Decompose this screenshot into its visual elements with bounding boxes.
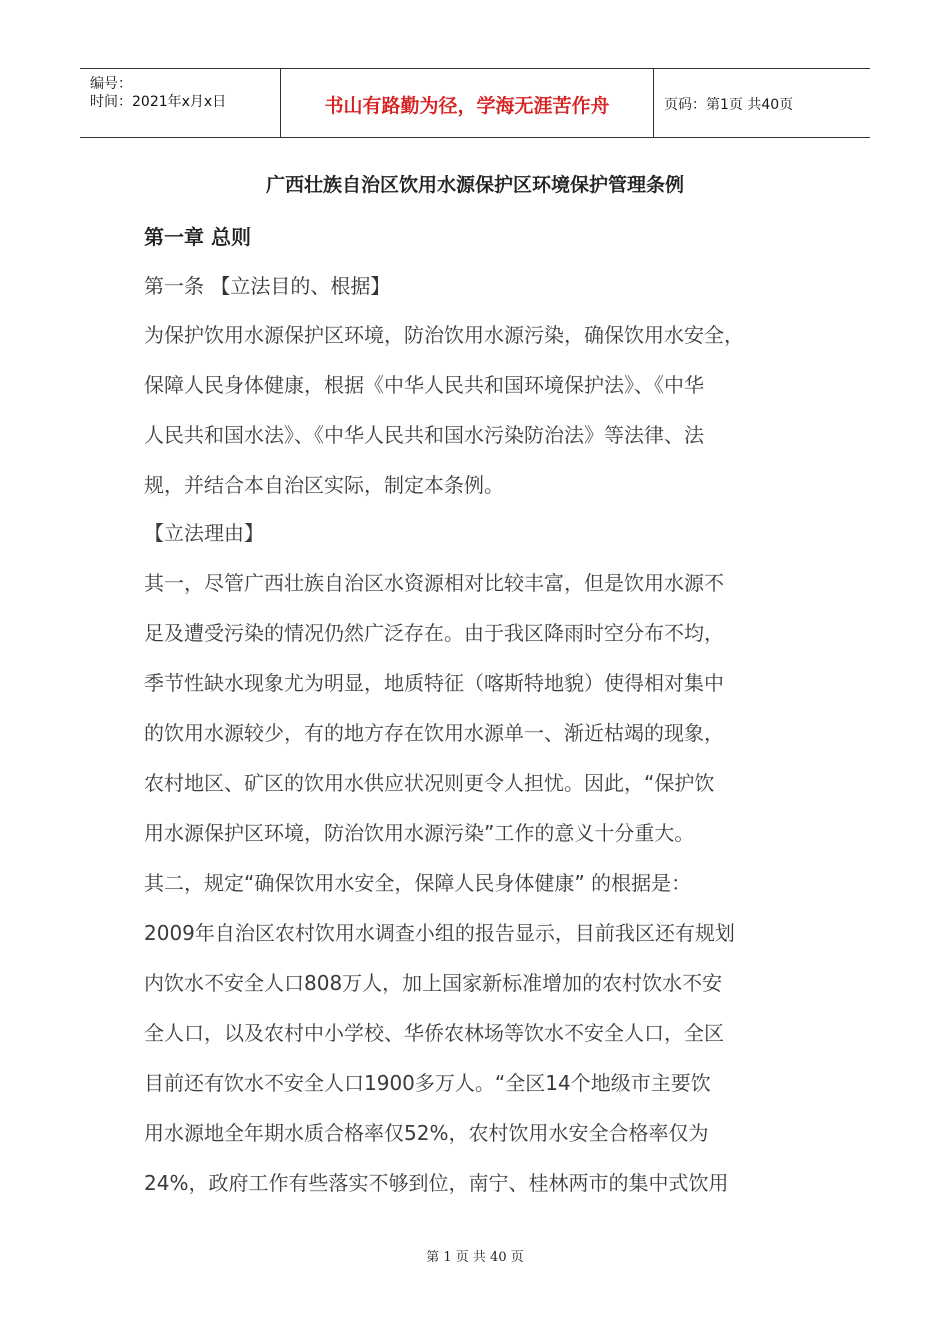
paragraph-line: 规，并结合本自治区实际，制定本条例。 xyxy=(144,473,504,497)
paragraph-line: 内饮水不安全人口808万人，加上国家新标准增加的农村饮水不安 xyxy=(144,971,723,995)
paragraph-line: 2009年自治区农村饮用水调查小组的报告显示，目前我区还有规划 xyxy=(144,921,735,945)
chapter-heading: 第一章 总则 xyxy=(144,225,251,249)
paragraph-line: 全人口，以及农村中小学校、华侨农林场等饮水不安全人口，全区 xyxy=(144,1021,724,1045)
document-date: 时间：2021年x月x日 xyxy=(90,94,227,110)
purpose-paragraph xyxy=(144,310,824,510)
header-page-cell xyxy=(654,69,870,137)
header-motto-cell xyxy=(281,69,654,137)
paragraph-line: 的饮用水源较少，有的地方存在饮用水源单一、渐近枯竭的现象， xyxy=(144,721,724,745)
paragraph-line: 用水源地全年期水质合格率仅52%，农村饮用水安全合格率仅为 xyxy=(144,1121,709,1145)
paragraph-line: 人民共和国水法》、《中华人民共和国水污染防治法》等法律、法 xyxy=(144,423,704,447)
paragraph-line: 足及遭受污染的情况仍然广泛存在。由于我区降雨时空分布不均， xyxy=(144,621,724,645)
paragraph-line: 为保护饮用水源保护区环境，防治饮用水源污染，确保饮用水安全， xyxy=(144,323,744,347)
page-header xyxy=(80,68,870,138)
article-heading: 第一条 【立法目的、根据】 xyxy=(144,274,391,298)
paragraph-line: 农村地区、矿区的饮用水供应状况则更令人担忧。因此，“保护饮 xyxy=(144,771,715,795)
header-motto: 书山有路勤为径，学海无涯苦作舟 xyxy=(324,95,610,117)
reason-paragraph xyxy=(144,558,824,1208)
paragraph-line: 保障人民身体健康，根据《中华人民共和国环境保护法》、《中华 xyxy=(144,373,704,397)
paragraph-line: 季节性缺水现象尤为明显，地质特征（喀斯特地貌）使得相对集中 xyxy=(144,671,724,695)
header-page-info: 页码：第1页 共40页 xyxy=(664,97,794,113)
paragraph-line: 24%，政府工作有些落实不够到位，南宁、桂林两市的集中式饮用 xyxy=(144,1171,729,1195)
paragraph-line: 其二，规定“确保饮用水安全，保障人民身体健康” 的根据是： xyxy=(144,871,692,895)
document-title: 广西壮族自治区饮用水源保护区环境保护管理条例 xyxy=(265,174,684,196)
reason-heading xyxy=(144,508,824,558)
document-number-label: 编号： xyxy=(90,76,132,92)
paragraph-line: 其一，尽管广西壮族自治区水资源相对比较丰富，但是饮用水源不 xyxy=(144,571,724,595)
header-meta-cell xyxy=(80,69,281,137)
paragraph-line: 目前还有饮水不安全人口1900多万人。“全区14个地级市主要饮 xyxy=(144,1071,711,1095)
page-footer: 第 1 页 共 40 页 xyxy=(426,1250,524,1265)
reason-heading-text: 【立法理由】 xyxy=(144,521,264,545)
paragraph-line: 用水源保护区环境，防治饮用水源污染”工作的意义十分重大。 xyxy=(144,821,695,845)
